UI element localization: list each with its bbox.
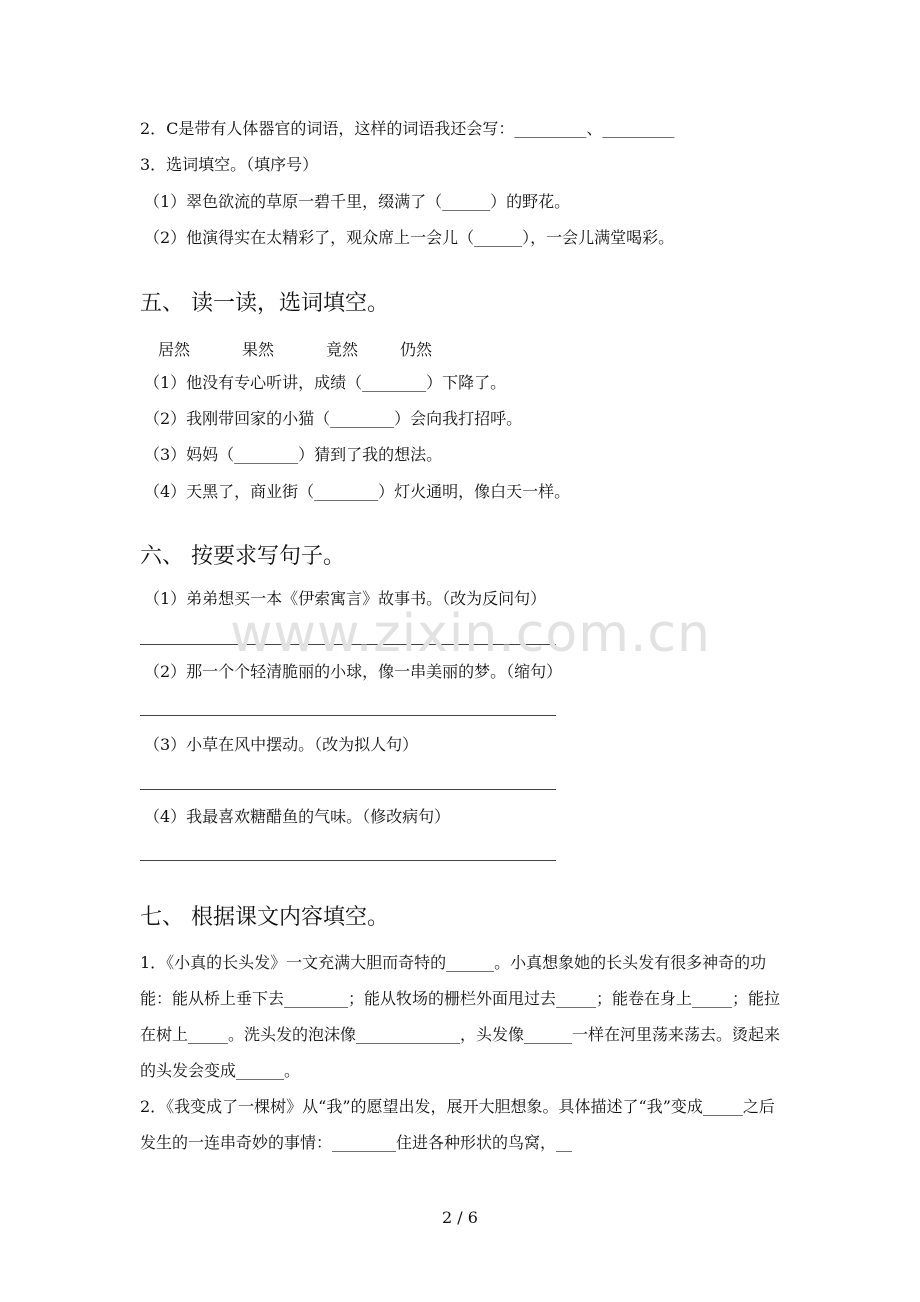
answer-line — [140, 715, 556, 716]
answer-line — [140, 789, 556, 790]
watermark: www.zixin.com.cn — [230, 604, 711, 664]
section-7-paragraph-1: 1．《小真的长头发》一文充满大胆而奇特的______。小真想象她的长头发有很多神奇的功能：能从桥上垂下去________；能从牧场的栅栏外面甩过去_____；能卷在身上_____；能拉在树上_____。洗头发的泡沫像_____________，头发像______一样在河里荡来荡去。烫起来的头发会变成______。 — [140, 953, 781, 1080]
section-6-item-4: （4）我最喜欢糖醋鱼的气味。（修改病句） — [144, 807, 451, 826]
question-3: 3．选词填空。（填序号） — [140, 155, 319, 174]
section-6-item-2: （2）那一个个轻清脆丽的小球，像一串美丽的梦。（缩句） — [144, 662, 563, 681]
section-7-heading: 七、 根据课文内容填空。 — [140, 905, 389, 930]
section-5-item-4: （4）天黑了，商业街（________）灯火通明，像白天一样。 — [144, 482, 571, 501]
page-number: 2 / 6 — [442, 1208, 478, 1227]
word-option: 仍然 — [400, 340, 433, 359]
word-option: 果然 — [242, 340, 275, 359]
section-7-paragraph-2: 2．《我变成了一棵树》从“我”的愿望出发，展开大胆想象。具体描述了“我”变成_____之后发生的一连串奇妙的事情：________住进各种形状的鸟窝，__ — [140, 1097, 775, 1152]
section-6-heading: 六、 按要求写句子。 — [140, 544, 345, 569]
section-5-item-2: （2）我刚带回家的小猫（________）会向我打招呼。 — [144, 409, 523, 428]
question-2: 2．C是带有人体器官的词语，这样的词语我还会写：_________、_________ — [140, 119, 675, 138]
section-5-item-3: （3）妈妈（________）猜到了我的想法。 — [144, 445, 443, 464]
section-6-item-1: （1）弟弟想买一本《伊索寓言》故事书。（改为反问句） — [144, 589, 547, 608]
question-3-item-1: （1）翠色欲流的草原一碧千里，缀满了（______）的野花。 — [144, 192, 571, 211]
word-option: 居然 — [158, 340, 191, 359]
section-6-item-3: （3）小草在风中摆动。（改为拟人句） — [144, 735, 419, 754]
section-5-item-1: （1）他没有专心听讲，成绩（________）下降了。 — [144, 373, 507, 392]
section-5-heading: 五、 读一读，选词填空。 — [140, 291, 389, 316]
word-option: 竟然 — [326, 340, 359, 359]
answer-line — [140, 860, 556, 861]
question-3-item-2: （2）他演得实在太精彩了，观众席上一会儿（______），一会儿满堂喝彩。 — [144, 228, 675, 247]
